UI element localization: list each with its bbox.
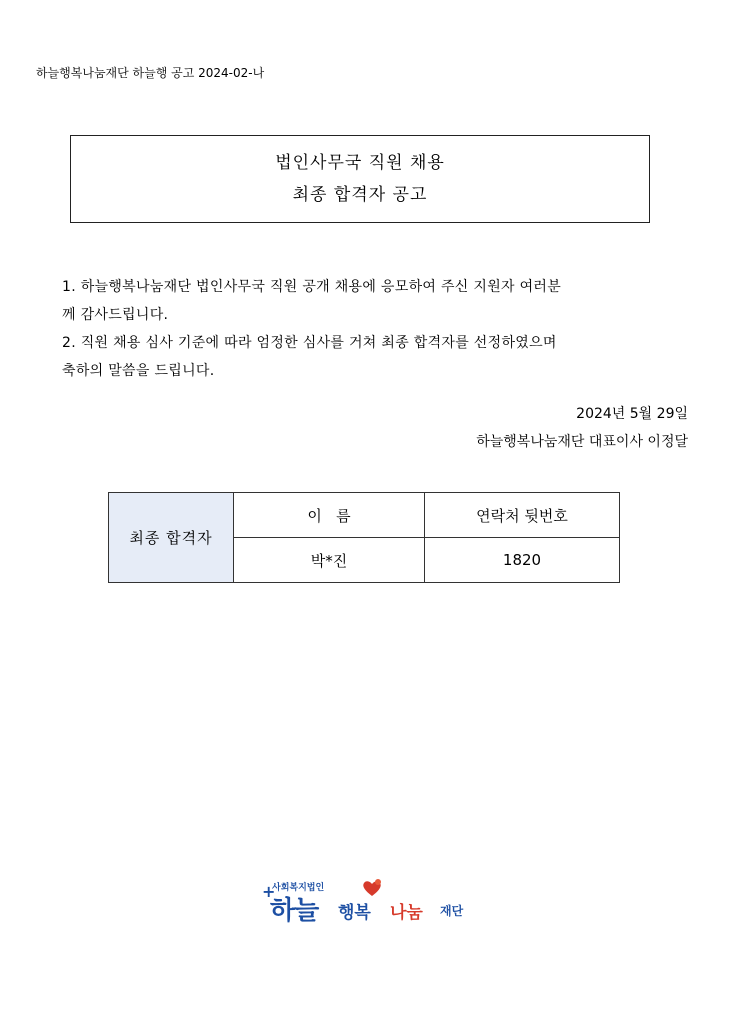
logo-mid-text-2: 나눔 <box>390 903 423 923</box>
cell-phone: 1820 <box>425 538 620 583</box>
foundation-logo <box>262 880 472 924</box>
paragraph-1-line-1: 1. 하늘행복나눔재단 법인사무국 직원 공개 채용에 응모하여 주신 지원자 여러분 <box>62 279 562 295</box>
title-box <box>70 135 650 223</box>
paragraph-2-line-1: 2. 직원 채용 심사 기준에 따라 엄정한 심사를 거쳐 최종 합격자를 선정하였으며 <box>62 335 557 351</box>
column-header-name: 이 름 <box>234 493 425 538</box>
result-table <box>108 492 620 583</box>
title-line-1: 법인사무국 직원 채용 <box>275 153 445 173</box>
logo-cross-icon: + <box>262 882 276 901</box>
announcement-body <box>62 273 668 385</box>
logo-tail-text: 재단 <box>440 904 464 918</box>
logo-big-text: 하늘 <box>270 896 319 926</box>
logo-heart-icon <box>360 878 384 898</box>
column-header-phone: 연락처 뒷번호 <box>425 493 620 538</box>
title-line-2: 최종 합격자 공고 <box>292 185 428 205</box>
signer-name: 하늘행복나눔재단 대표이사 이정달 <box>476 434 688 450</box>
logo-mid-text-1: 행복 <box>338 903 371 923</box>
signature-block <box>476 400 688 456</box>
document-number: 하늘행복나눔재단 하늘행 공고 2024-02-나 <box>36 66 265 80</box>
row-label-cell: 최종 합격자 <box>109 493 234 583</box>
announcement-date: 2024년 5월 29일 <box>576 406 688 422</box>
paragraph-2-line-2: 축하의 말씀을 드립니다. <box>62 363 215 379</box>
cell-name: 박*진 <box>234 538 425 583</box>
paragraph-1-line-2: 께 감사드립니다. <box>62 307 169 323</box>
logo-small-text: 사회복지법인 <box>272 883 325 893</box>
table-header-row <box>109 493 620 538</box>
